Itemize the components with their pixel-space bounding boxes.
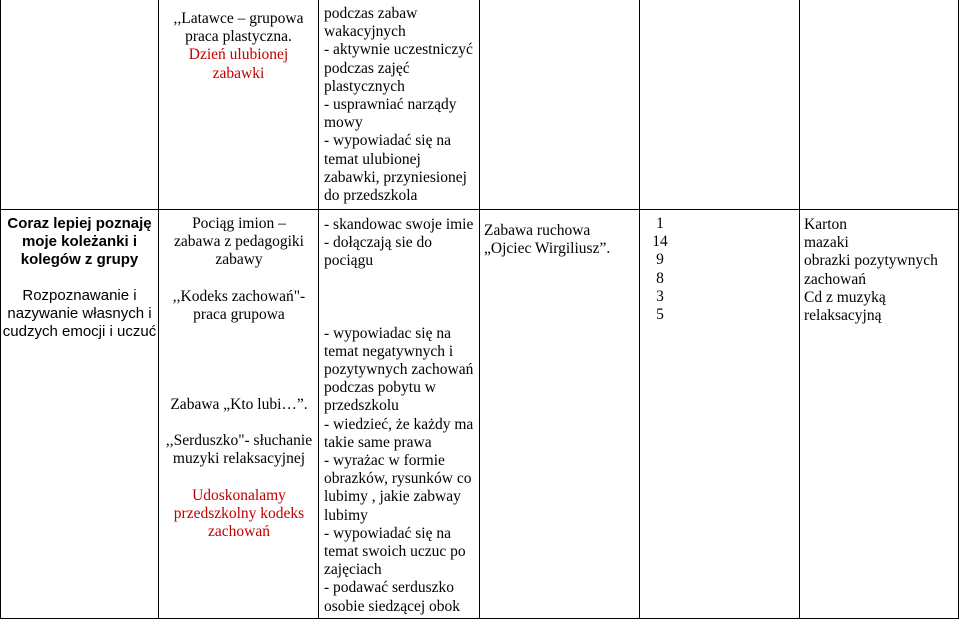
- topic-heading-line: kolegów z grupy: [20, 251, 139, 268]
- goal-line: podczas zabaw: [324, 5, 418, 22]
- goal-line: temat ulubionej: [324, 150, 421, 168]
- material-line: zachowań: [804, 270, 866, 288]
- activity-line: zabawa z pedagogiki: [174, 233, 304, 251]
- code-of-conduct-line: Udoskonalamy: [192, 486, 286, 504]
- topic-heading-line: Coraz lepiej poznaję: [7, 215, 152, 232]
- goal-line: - wypowiadać się na: [324, 132, 451, 150]
- material-line: relaksacyjną: [804, 307, 882, 325]
- goal-line: - podawać serduszko: [324, 579, 454, 597]
- activity-line: praca grupowa: [193, 305, 285, 323]
- goal-line: podczas zajęć: [324, 59, 410, 77]
- goal-line: - aktywnie uczestniczyć: [324, 41, 473, 59]
- goal-line: takie same prawa: [324, 433, 432, 451]
- materials-cell: [804, 216, 958, 325]
- reference-number: 8: [656, 269, 664, 287]
- goal-line: lubimy , jakie zabway: [324, 488, 461, 506]
- table-border: [958, 0, 959, 619]
- table-border: [479, 0, 480, 619]
- goal-line: zabawki, przyniesionej: [324, 168, 467, 186]
- goal-line: pozytywnych zachowań: [324, 361, 474, 379]
- activity-cell-kites: [160, 10, 317, 83]
- goal-line: - usprawniać narządy: [324, 96, 457, 114]
- activity-line: muzyki relaksacyjnej: [172, 450, 306, 468]
- goal-line: wakacyjnych: [324, 23, 406, 41]
- activity-line: Pociąg imion –: [192, 215, 286, 232]
- goal-line: - wiedzieć, że każdy ma: [324, 415, 474, 433]
- goals-cell-row1: [324, 5, 478, 205]
- goal-line: mowy: [324, 114, 363, 132]
- reference-number: 1: [656, 215, 664, 232]
- material-line: mazaki: [804, 234, 849, 252]
- reference-number: 5: [656, 306, 664, 324]
- activities-cell-row2: [159, 215, 319, 541]
- topic-cell: [1, 215, 158, 341]
- material-line: Cd z muzyką: [804, 288, 886, 306]
- goal-line: lubimy: [324, 506, 368, 524]
- goal-line: temat swoich uczuc po: [324, 543, 466, 561]
- goal-line: plastycznych: [324, 77, 405, 95]
- reference-number: 14: [652, 233, 668, 251]
- material-line: Karton: [804, 216, 848, 233]
- goal-line: - wypowiadać się na: [324, 524, 451, 542]
- code-of-conduct-line: zachowań: [208, 523, 270, 541]
- reference-number: 3: [656, 287, 664, 305]
- goals-cell-row2: [324, 216, 478, 616]
- topic-description-line: cudzych emocji i uczuć: [2, 323, 157, 340]
- table-border: [799, 0, 800, 619]
- activity-line: Zabawa „Kto lubi…”.: [170, 396, 308, 414]
- goal-line: podczas pobytu w: [324, 379, 436, 397]
- topic-description-line: Rozpoznawanie i: [22, 287, 137, 304]
- movement-game-line: Zabawa ruchowa: [484, 222, 591, 239]
- goal-line: - skandowac swoje imie: [324, 216, 474, 233]
- goal-line: - wyrażac w formie: [324, 452, 445, 470]
- goal-line: przedszkolu: [324, 397, 399, 415]
- goal-line: zajęciach: [324, 561, 382, 579]
- goal-line: do przedszkola: [324, 187, 418, 205]
- topic-heading-line: moje koleżanki i: [21, 233, 138, 250]
- goal-line: pociągu: [324, 252, 374, 270]
- movement-game-line: „Ojciec Wirgiliusz”.: [484, 240, 611, 258]
- reference-numbers-cell: [640, 215, 680, 324]
- goal-line: - dołączają sie do: [324, 234, 433, 252]
- activity-title: ,,Latawce – grupowa praca plastyczna.: [173, 10, 304, 46]
- day-topic-label: Dzień ulubionej zabawki: [188, 46, 289, 82]
- topic-description-line: nazywanie własnych i: [7, 305, 152, 322]
- activity-line: ,,Kodeks zachowań"-: [172, 287, 306, 305]
- movement-game-cell: [484, 222, 638, 258]
- goal-line: osobie siedzącej obok: [324, 597, 461, 615]
- table-border: [0, 209, 959, 210]
- material-line: obrazki pozytywnych: [804, 252, 938, 270]
- activity-line: zabawy: [215, 251, 263, 269]
- goal-line: obrazków, rysunków co: [324, 470, 472, 488]
- goal-line: - wypowiadac się na: [324, 324, 451, 342]
- goal-line: temat negatywnych i: [324, 342, 454, 360]
- code-of-conduct-line: przedszkolny kodeks: [173, 504, 305, 522]
- activity-line: ,,Serduszko"- słuchanie: [165, 432, 313, 450]
- reference-number: 9: [656, 251, 664, 269]
